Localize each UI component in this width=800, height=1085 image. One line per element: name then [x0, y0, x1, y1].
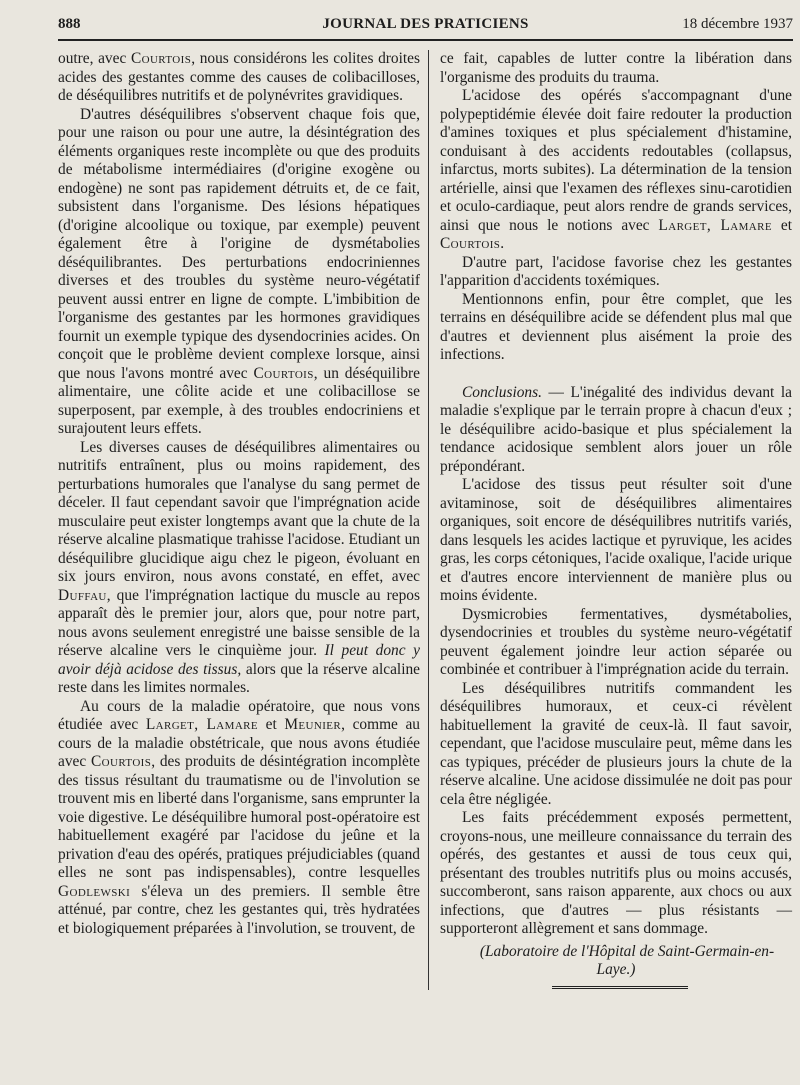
paragraph: Les déséquilibres nutritifs commandent les déséquilibres humoraux, et ceux-ci révèlent habituellement la gravité de ceux-là. Il faut savoir, cependant, que l'acidose musculaire peut, même dans les cas typiques, précéder de plusieurs jours la chute de la réserve alcaline. Une acidose dissimulée ne doit pas pour cela être négligée.	[440, 679, 792, 808]
author-name: Godlewski	[58, 882, 131, 900]
journal-title: JOURNAL DES PRATICIENS	[322, 16, 529, 32]
author-name: Courtois	[440, 235, 501, 252]
paragraph: Mentionnons enfin, pour être complet, que les terrains en déséquilibre acide se défendent plus mal que d'autres et deviennent plus aisément la proie des infections.	[440, 290, 792, 363]
paragraph: L'acidose des opérés s'accompagnant d'une polypeptidémie élevée doit faire redouter la production d'amines toxiques et plus spécialement d'histamine, conduisant à des accidents redoutables (collapsus, infarctus, morts subites). La détermination de la tension artérielle, ainsi que l'examen des réflexes sinu-carotidien et oculo-cardiaque, peut alors rendre de grands services, ainsi que nous le notions avec Larget, Lamare et Courtois.	[440, 87, 792, 252]
paragraph: Au cours de la maladie opératoire, que nous vons étudiée avec Larget, Lamare et Meunier, comme au cours de la maladie obstétricale, que nous avons étudiée avec Courtois, des produits de désintégration incomplète des tissus résultant du traumatisme ou de l'involution se trouvent mis en liberté dans l'organisme, sans emprunter la voie digestive. Le déséquilibre humoral post-opératoire est habituellement exagéré par l'acidose du jeûne et la privation d'eau des opérés, pratiques préjudiciables (quand elles ne sont pas indispensables), contre lesquelles Godlewski s'éleva un des premiers. Il semble être atténué, par contre, chez les gestantes qui, très hydratées et biologiquement préparées à l'involution, se trouvent, de	[58, 697, 420, 937]
header-rule	[58, 39, 793, 41]
section-heading: Conclusions.	[462, 383, 542, 401]
paragraph: ce fait, capables de lutter contre la libération dans l'organisme des produits du trauma.	[440, 50, 792, 86]
paragraph: Les faits précédemment exposés permettent, croyons-nous, une meilleure connaissance du terrain des opérés, des gestantes et aussi de tous ceux qui, présentant des troubles nutritifs plus ou moins accusés, succomberont, sans raison apparente, aux chocs ou aux infections, que d'autres — plus résistants — supporteront allègrement et sans dommage.	[440, 809, 792, 937]
paragraph: Dysmicrobies fermentatives, dysmétabolies, dysendocrinies et troubles du système neuro-végétatif peuvent également joindre leur action séparée ou combinée et contribuer à l'imprégnation acide du terrain.	[440, 605, 792, 678]
paragraph: outre, avec Courtois, nous considérons les colites droites acides des gestantes comme des causes de colibacilloses, de déséquilibres nutritifs et de polynévrites gravidiques.	[58, 50, 420, 104]
conclusions-paragraph: Conclusions. — L'inégalité des individus devant la maladie s'explique par le terrain propre à chacun d'eux ; le déséquilibre acido-basique et plus spécialement la tendance acidosique semblent alors jouer un rôle prépondérant.	[440, 383, 792, 475]
author-name: Courtois	[130, 50, 192, 67]
paragraph: D'autre part, l'acidose favorise chez les gestantes l'apparition d'accidents toxémiques.	[440, 253, 792, 289]
column-divider	[428, 50, 429, 990]
author-name: Meunier	[284, 716, 342, 733]
author-name: Larget, Lamare	[145, 716, 259, 733]
page-number: 888	[58, 16, 81, 32]
end-rule	[552, 986, 688, 989]
author-name: Larget, Lamare	[658, 216, 772, 234]
left-column	[58, 50, 420, 938]
author-name: Courtois	[253, 364, 314, 382]
emphasis: Il peut donc y avoir déjà acidose des tissus,	[58, 642, 420, 678]
author-name: Courtois	[90, 753, 152, 770]
right-column	[440, 50, 792, 989]
paragraph: L'acidose des tissus peut résulter soit d'une avitaminose, soit de déséquilibres alimentaires organiques, soit encore de déséquilibres nutritifs variés, dans lesquels les acides lactique et pyruvique, les acides gras, les corps cétoniques, l'acide oxalique, l'acide urique et d'autres encore interviennent de manière plus ou moins évidente.	[440, 476, 792, 604]
page-header	[58, 14, 793, 36]
author-name: Duffau	[58, 586, 107, 604]
paragraph: D'autres déséquilibres s'observent chaque fois que, pour une raison ou pour une autre, la désintégration des éléments organiques reste incomplète ou que des produits de métabolisme intermédiaires (d'origine exogène ou endogène) ne sont pas rapidement détruits et, de ce fait, subsistent dans l'organisme. Des lésions hépatiques (d'origine alcoolique ou toxique, par exemple) peuvent également être à l'origine de dysmétabolies déséquilibrantes. Des perturbations endocriniennes diverses et des troubles du système neuro-végétatif peuvent aussi entrer en ligne de compte. L'imbibition de l'organisme des gestantes par les hormones gravidiques fournit un exemple typique des dysendocrinies acides. On conçoit que le problème devient complexe lorsque, ainsi que nous l'avons montré avec Courtois, un déséquilibre alimentaire, une côlite acide et une colibacillose se superposent, par exemple, à des troubles endocriniens et surajoutent leurs effets.	[58, 105, 420, 437]
laboratory-signature: (Laboratoire de l'Hôpital de Saint-Germain-en-Laye.)	[479, 942, 775, 978]
issue-date: 18 décembre 1937	[682, 16, 793, 32]
paragraph: Les diverses causes de déséquilibres alimentaires ou nutritifs entraînent, plus ou moins rapidement, des perturbations humorales que l'analyse du sang permet de déceler. Il faut cependant savoir que l'imprégnation acide musculaire peut exister longtemps avant que la chute de la réserve alcaline plasmatique trahisse l'acidose. Etudiant un déséquilibre glucidique aigu chez le pigeon, évoluant en six jours environ, nous avons constaté, en effet, avec Duffau, que l'imprégnation lactique du muscle au repos apparaît dès le premier jour, alors que, pour notre part, nous avons seulement enregistré une baisse sensible de la réserve alcaline vers le cinquième jour. Il peut donc y avoir déjà acidose des tissus, alors que la réserve alcaline reste dans les limites normales.	[58, 438, 420, 696]
